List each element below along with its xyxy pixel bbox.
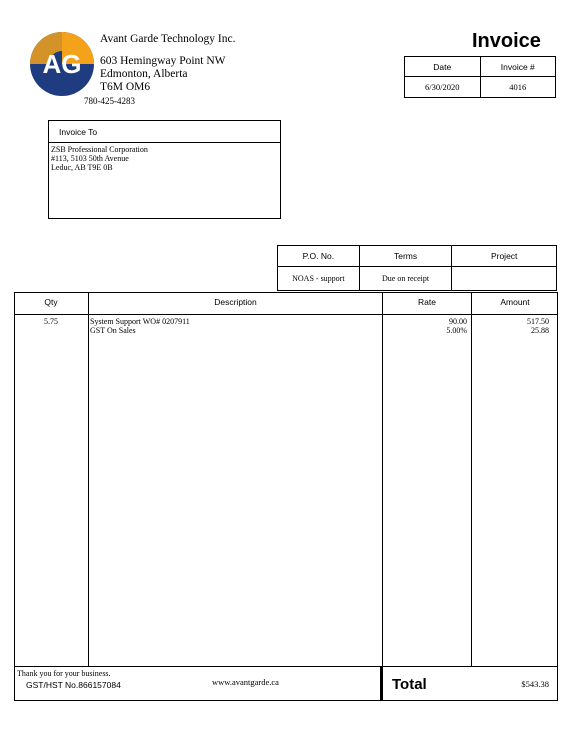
description-header: Description <box>214 297 257 307</box>
invoice-number: 4016 <box>480 77 555 98</box>
item-amount: 25.88 <box>531 326 549 335</box>
bill-to-line: Leduc, AB T9E 0B <box>51 163 113 172</box>
table-border-right <box>557 292 558 701</box>
invoice-number-header: Invoice # <box>480 57 555 77</box>
bill-to-header <box>49 121 280 143</box>
company-address-line1: 603 Hemingway Point NW <box>100 55 226 67</box>
qty-column-divider <box>88 292 89 666</box>
company-website: www.avantgarde.ca <box>212 677 279 687</box>
company-phone: 780-425-4283 <box>84 96 135 106</box>
total-amount: $543.38 <box>521 679 549 689</box>
item-rate: 90.00 <box>449 317 467 326</box>
po-number-header: P.O. No. <box>278 246 360 267</box>
bill-to-box <box>48 120 281 219</box>
company-address-line2: Edmonton, Alberta <box>100 68 188 80</box>
qty-header: Qty <box>44 297 58 307</box>
po-number-value: NOAS - support <box>278 267 360 291</box>
project-value <box>452 267 557 291</box>
item-amount: 517.50 <box>527 317 549 326</box>
amount-header: Amount <box>500 297 530 307</box>
rate-header: Rate <box>418 297 436 307</box>
company-name: Avant Garde Technology Inc. <box>100 33 236 45</box>
table-header-divider <box>14 314 558 315</box>
bill-to-label: Invoice To <box>59 127 98 137</box>
item-description: System Support WO# 0207911 <box>90 317 190 326</box>
company-address-line3: T6M OM6 <box>100 81 151 93</box>
gst-number: GST/HST No.866157084 <box>26 680 121 690</box>
rate-column-divider <box>471 292 472 666</box>
logo-letters: AG <box>42 49 82 79</box>
date-header: Date <box>405 57 481 77</box>
item-description: GST On Sales <box>90 326 136 335</box>
item-rate: 5.00% <box>446 326 467 335</box>
terms-value: Due on receipt <box>359 267 452 291</box>
terms-header: Terms <box>359 246 452 267</box>
thank-you-note: Thank you for your business. <box>17 669 111 678</box>
total-label: Total <box>392 676 427 693</box>
bill-to-line: ZSB Professional Corporation <box>51 145 148 154</box>
invoice-meta-table <box>404 56 556 98</box>
order-info-table <box>277 245 557 291</box>
invoice-date: 6/30/2020 <box>405 77 481 98</box>
table-footer-divider <box>14 666 558 667</box>
invoice-title: Invoice <box>472 30 541 52</box>
total-box-left <box>380 666 383 701</box>
description-column-divider <box>382 292 383 701</box>
table-border-bottom <box>14 700 558 701</box>
item-qty: 5.75 <box>44 317 58 326</box>
company-logo <box>29 31 95 97</box>
table-border-top <box>14 292 558 293</box>
bill-to-line: #113, 5103 50th Avenue <box>51 154 129 163</box>
line-items-table <box>14 292 558 701</box>
project-header: Project <box>452 246 557 267</box>
table-border-left <box>14 292 15 701</box>
